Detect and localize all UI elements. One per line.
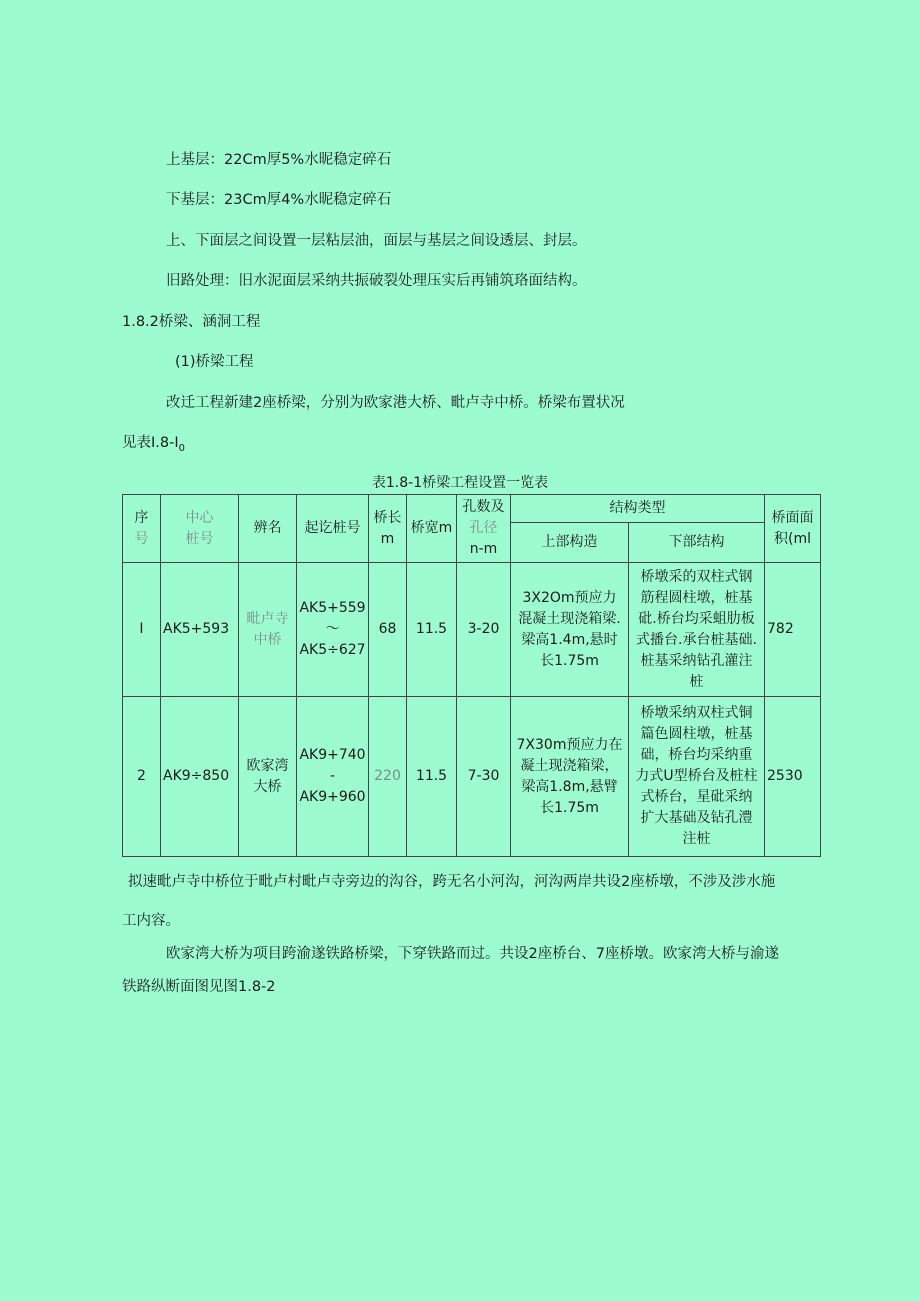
row1-lower: 桥墩采的双柱式钢 筋程圆柱墩，桩基 砒.桥台均采蛆肋板 式播台.承台桩基础. 桩基采纳钻孔灌注 桩	[629, 563, 765, 697]
row1-name: 毗卢寺 中桥	[239, 563, 297, 697]
header-seq: 序 号	[123, 495, 161, 563]
header-lower: 下部结构	[629, 523, 765, 563]
header-name: 辨名	[239, 495, 297, 563]
row2-lower: 桥墩采纳双柱式铜 篇色圆柱墩，桩基 础，桥台均采纳重 力式U型桥台及桩柱 式桥台，星砒采纳 扩大基础及钻孔澧 注桩	[629, 697, 765, 857]
table-header-row	[123, 495, 821, 523]
note-2-line-2: 铁路纵断面图见图1.8-2	[122, 979, 276, 995]
row2-width: 11.5	[407, 697, 457, 857]
header-width: 桥宽m	[407, 495, 457, 563]
row2-seq: 2	[123, 697, 161, 857]
row1-upper: 3X2Om预应力 混凝土现浇箱梁. 梁高1.4m,悬时 长1.75m	[511, 563, 629, 697]
header-span: 孔数及 孔径 n-m	[457, 495, 511, 563]
header-center: 中心 桩号	[161, 495, 239, 563]
intro-subscript: 0	[178, 442, 185, 454]
header-range: 起讫桩号	[297, 495, 369, 563]
row1-center: AK5+593	[161, 563, 239, 697]
row2-name: 欧家湾 大桥	[239, 697, 297, 857]
row1-range: AK5+559 ～ AK5÷627	[297, 563, 369, 697]
header-upper: 上部构造	[511, 523, 629, 563]
old-road-text: 旧路处理：旧水泥面层采纳共振破裂处理压实后再铺筑珞面结构。	[166, 273, 587, 289]
note-1-line-1: 拟速毗卢寺中桥位于毗卢村毗卢寺旁边的沟谷，跨无名小河沟，河沟两岸共设2座桥墩，不涉及涉水施	[128, 874, 776, 890]
layers-text: 上、下面层之间设置一层粘层油，面层与基层之间设透层、封层。	[166, 233, 587, 249]
note-2-line-1: 欧家湾大桥为项目跨渝遂铁路桥梁，下穿铁路而过。共设2座桥台、7座桥墩。欧家湾大桥与渝遂	[166, 946, 779, 962]
table-row	[123, 697, 821, 857]
row2-upper: 7X30m预应力在 凝土现浇箱梁， 梁高1.8m,悬臂 长1.75m	[511, 697, 629, 857]
intro-line-2: 见表$I.8-I_0$	[122, 435, 185, 454]
upper-base-text: 上基层：22Cm厚5%水昵稳定碎石	[166, 152, 392, 168]
row2-span: 7-30	[457, 697, 511, 857]
section-title: 1.8.2桥梁、涵洞工程	[122, 314, 261, 330]
row2-range: AK9+740 - AK9+960	[297, 697, 369, 857]
row2-center: AK9÷850	[161, 697, 239, 857]
table-row	[123, 563, 821, 697]
lower-base-text: 下基层：23Cm厚4%水昵稳定碎石	[166, 192, 392, 208]
sub-title: (1)桥梁工程	[175, 354, 254, 370]
row2-length: 220	[369, 697, 407, 857]
row1-area: 782	[765, 563, 821, 697]
row2-area: 2530	[765, 697, 821, 857]
bridge-table	[122, 494, 821, 857]
intro-line-1: 改迁工程新建2座桥梁，分别为欧家港大桥、毗卢寺中桥。桥梁布置状况	[166, 395, 625, 411]
table-caption: 表1.8-1桥梁工程设置一览表	[371, 475, 549, 491]
note-1-line-2: 工内容。	[122, 913, 180, 929]
row1-span: 3-20	[457, 563, 511, 697]
header-length: 桥长 m	[369, 495, 407, 563]
row1-width: 11.5	[407, 563, 457, 697]
row1-length: 68	[369, 563, 407, 697]
header-structure: 结构类型	[511, 495, 765, 523]
header-area: 桥面面 积(ml	[765, 495, 821, 563]
row1-seq: I	[123, 563, 161, 697]
